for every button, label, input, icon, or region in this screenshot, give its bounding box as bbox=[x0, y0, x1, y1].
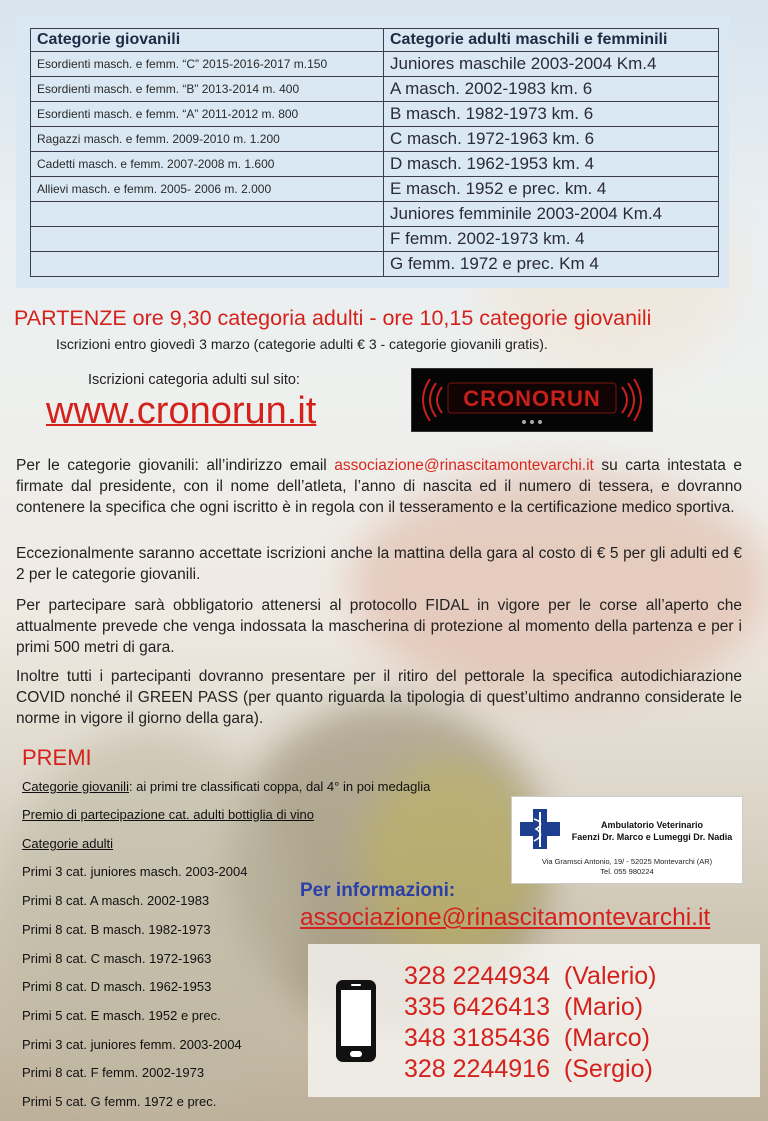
phone-number: 348 3185436 bbox=[404, 1024, 550, 1052]
youth-cell: Allievi masch. e femm. 2005- 2006 m. 2.000 bbox=[31, 177, 384, 202]
youth-cell: Esordienti masch. e femm. “A” 2011-2012 m. 800 bbox=[31, 102, 384, 127]
categories-table-panel bbox=[16, 16, 729, 288]
prize-item: Primi 5 cat. G femm. 1972 e prec. bbox=[22, 1094, 217, 1109]
prizes-adult-label: Categorie adulti bbox=[22, 836, 114, 851]
prize-item: Primi 8 cat. B masch. 1982-1973 bbox=[22, 922, 211, 937]
prizes-participation: Premio di partecipazione cat. adulti bottiglia di vino bbox=[22, 807, 314, 822]
adult-cell: C masch. 1972-1963 km. 6 bbox=[384, 127, 719, 152]
header-youth-categories: Categorie giovanili bbox=[31, 29, 384, 52]
para1-text-a: Per le categorie giovanili: all’indirizzo email bbox=[16, 457, 335, 474]
phone-contact-mario[interactable] bbox=[404, 993, 643, 1022]
phone-number: 328 2244934 bbox=[404, 962, 550, 990]
prizes-youth-text: : ai primi tre classificati coppa, dal 4° in poi medaglia bbox=[128, 779, 431, 794]
contacts-box bbox=[308, 944, 760, 1097]
phone-name: (Mario) bbox=[563, 993, 644, 1021]
prize-item: Primi 3 cat. juniores femm. 2003-2004 bbox=[22, 1037, 242, 1052]
header-adult-categories: Categorie adulti maschili e femminili bbox=[384, 29, 719, 52]
cronorun-logo-graphic bbox=[412, 369, 652, 431]
adult-cell: A masch. 2002-1983 km. 6 bbox=[384, 77, 719, 102]
adult-cell: Juniores femminile 2003-2004 Km.4 bbox=[384, 202, 719, 227]
youth-cell: Ragazzi masch. e femm. 2009-2010 m. 1.200 bbox=[31, 127, 384, 152]
youth-cell bbox=[31, 252, 384, 277]
prize-item: Primi 8 cat. C masch. 1972-1963 bbox=[22, 951, 212, 966]
cronorun-link[interactable]: www.cronorun.it bbox=[46, 390, 317, 432]
prize-item: Primi 8 cat. D masch. 1962-1953 bbox=[22, 979, 212, 994]
table-row bbox=[31, 227, 719, 252]
table-row bbox=[31, 177, 719, 202]
paragraph-fidal-protocol: Per partecipare sarà obbligatorio attenersi al protocollo FIDAL in vigore per le corse all’aperto che attualmente prevede che venga indossata la mascherina di protezione al momento della partenza e per i primi 500 metri di gara. bbox=[16, 597, 742, 656]
sponsor-name bbox=[566, 819, 738, 843]
youth-cell bbox=[31, 202, 384, 227]
info-title: Per informazioni: bbox=[300, 880, 456, 901]
registration-site-label: Iscrizioni categoria adulti sul sito: bbox=[88, 372, 300, 388]
phone-number: 328 2244916 bbox=[404, 1055, 550, 1083]
sponsor-address: Via Gramsci Antonio, 19/ - 52025 Montevarchi (AR) bbox=[541, 857, 713, 866]
adult-cell: D masch. 1962-1953 km. 4 bbox=[384, 152, 719, 177]
categories-table bbox=[30, 28, 719, 277]
youth-cell: Cadetti masch. e femm. 2007-2008 m. 1.600 bbox=[31, 152, 384, 177]
table-row bbox=[31, 252, 719, 277]
smartphone-icon bbox=[334, 978, 378, 1064]
sponsor-line1: Ambulatorio Veterinario bbox=[600, 820, 704, 830]
table-row bbox=[31, 52, 719, 77]
youth-cell: Esordienti masch. e femm. “B” 2013-2014 m. 400 bbox=[31, 77, 384, 102]
paragraph-late-registration: Eccezionalmente saranno accettate iscrizioni anche la mattina della gara al costo di € 5 per gli adulti ed € 2 per le categorie giovanili. bbox=[16, 545, 742, 583]
table-row bbox=[31, 127, 719, 152]
prize-item: Primi 8 cat. F femm. 2002-1973 bbox=[22, 1065, 205, 1080]
prizes-youth-label: Categorie giovanili bbox=[22, 779, 129, 794]
prize-item: Primi 5 cat. E masch. 1952 e prec. bbox=[22, 1008, 221, 1023]
caduceus-cross-icon bbox=[518, 807, 562, 851]
adult-cell: Juniores maschile 2003-2004 Km.4 bbox=[384, 52, 719, 77]
phone-name: (Marco) bbox=[563, 1024, 650, 1052]
adult-cell: F femm. 2002-1973 km. 4 bbox=[384, 227, 719, 252]
prizes-title: PREMI bbox=[22, 745, 92, 770]
table-row bbox=[31, 202, 719, 227]
phone-name: (Valerio) bbox=[563, 962, 657, 990]
youth-cell: Esordienti masch. e femm. “C” 2015-2016-2017 m.150 bbox=[31, 52, 384, 77]
table-header-row bbox=[31, 29, 719, 52]
prizes-youth bbox=[22, 779, 430, 794]
registration-email-link[interactable]: associazione@rinascitamontevarchi.it bbox=[334, 457, 594, 474]
start-times-heading: PARTENZE ore 9,30 categoria adulti - ore 10,15 categorie giovanili bbox=[14, 306, 652, 330]
cronorun-logo bbox=[411, 368, 653, 432]
table-row bbox=[31, 102, 719, 127]
paragraph-youth-registration bbox=[16, 455, 742, 518]
sponsor-tel: Tel. 055 980224 bbox=[600, 867, 654, 876]
table-row bbox=[31, 77, 719, 102]
phone-name: (Sergio) bbox=[563, 1055, 653, 1083]
prize-item: Primi 8 cat. A masch. 2002-1983 bbox=[22, 893, 210, 908]
table-row bbox=[31, 152, 719, 177]
info-email-link[interactable]: associazione@rinascitamontevarchi.it bbox=[300, 904, 711, 931]
adult-cell: G femm. 1972 e prec. Km 4 bbox=[384, 252, 719, 277]
registration-deadline: Iscrizioni entro giovedì 3 marzo (categorie adulti € 3 - categorie giovanili gratis). bbox=[56, 336, 548, 352]
sponsor-line2: Faenzi Dr. Marco e Lumeggi Dr. Nadia bbox=[571, 832, 733, 842]
phone-contact-valerio[interactable] bbox=[404, 962, 657, 991]
youth-cell bbox=[31, 227, 384, 252]
paragraph-covid-requirements: Inoltre tutti i partecipanti dovranno presentare per il ritiro del pettorale la specifica autodichiarazione COVID nonché il GREEN PASS (per quanto riguarda la tipologia di quest’ultimo andranno considerate le norme in vigore il giorno della gara). bbox=[16, 668, 742, 727]
para1-text-b: su carta intestata e firmate dal presidente, con il nome dell’atleta, l’anno di nascita ed il numero di tessera, e dovranno contenere la specifica che ogni iscritto è in regola con il tesseramento e la certificazione medico sportiva. bbox=[16, 457, 742, 516]
sponsor-vet-box bbox=[511, 796, 743, 884]
adult-cell: E masch. 1952 e prec. km. 4 bbox=[384, 177, 719, 202]
phone-number: 335 6426413 bbox=[404, 993, 550, 1021]
phone-contact-marco[interactable] bbox=[404, 1024, 650, 1053]
adult-cell: B masch. 1982-1973 km. 6 bbox=[384, 102, 719, 127]
cronorun-logo-text: CRONORUN bbox=[463, 386, 601, 411]
phone-contact-sergio[interactable] bbox=[404, 1055, 653, 1084]
sponsor-address-block bbox=[520, 857, 734, 877]
prize-item: Primi 3 cat. juniores masch. 2003-2004 bbox=[22, 864, 248, 879]
